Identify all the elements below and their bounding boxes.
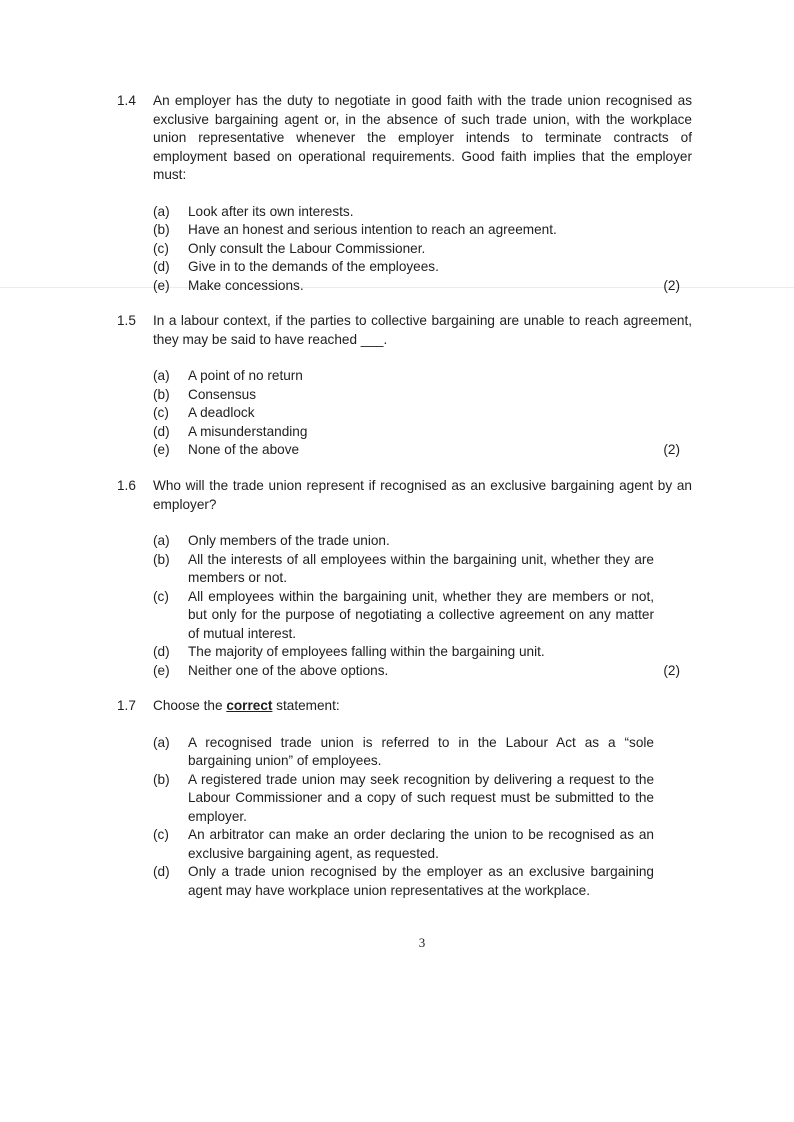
option-text: Consensus — [188, 386, 257, 402]
option-label: (a) — [153, 533, 170, 548]
question-text-emphasis: correct — [226, 698, 273, 713]
option-label: (b) — [153, 386, 170, 402]
option-text: All employees within the bargaining unit, whether they are members or not, but only for the purpose of negotiating a collective agreement on any matter of mutual interest. — [188, 588, 654, 641]
option-text: A misunderstanding — [188, 423, 308, 439]
question-text — [153, 697, 692, 716]
option-label: (d) — [153, 423, 170, 439]
option-b — [153, 551, 692, 588]
option-d — [153, 863, 692, 900]
option-text: Give in to the demands of the employees. — [188, 259, 439, 274]
options-list — [153, 734, 692, 901]
question-1-4 — [117, 92, 692, 295]
options-list — [153, 367, 692, 460]
option-text: Make concessions. — [188, 277, 304, 293]
option-label: (d) — [153, 644, 170, 659]
option-text: A recognised trade union is referred to in the Labour Act as a “sole bargaining union” of employees. — [188, 734, 654, 768]
question-text-before: Choose the — [153, 698, 227, 713]
option-label: (a) — [153, 368, 170, 383]
option-text: Only members of the trade union. — [188, 533, 390, 548]
option-d — [153, 258, 692, 277]
option-text: A point of no return — [188, 368, 303, 383]
options-list — [153, 532, 692, 680]
question-1-6 — [117, 477, 692, 680]
option-b — [153, 221, 692, 240]
option-text: Look after its own interests. — [188, 203, 354, 219]
question-number: 1.5 — [117, 313, 136, 328]
option-a — [153, 734, 692, 771]
option-e — [153, 441, 692, 460]
marks-allocation: (2) — [663, 277, 680, 293]
option-text: None of the above — [188, 442, 300, 457]
option-text: All the interests of all employees within the bargaining unit, whether they are members or not. — [188, 551, 654, 585]
option-b — [153, 386, 692, 405]
option-label: (c) — [153, 405, 169, 420]
option-c — [153, 404, 692, 423]
option-c — [153, 826, 692, 863]
option-d — [153, 643, 692, 662]
option-c — [153, 240, 692, 259]
option-text: Neither one of the above options. — [188, 662, 389, 678]
option-a — [153, 203, 692, 222]
question-number: 1.7 — [117, 698, 136, 713]
option-e — [153, 277, 692, 296]
option-label: (d) — [153, 259, 170, 274]
option-text: The majority of employees falling within the bargaining unit. — [188, 644, 545, 659]
options-list — [153, 203, 692, 296]
page-number: 3 — [418, 935, 426, 950]
question-text-after: statement: — [272, 698, 340, 713]
question-number: 1.6 — [117, 478, 136, 493]
option-label: (c) — [153, 588, 169, 604]
question-1-5 — [117, 312, 692, 460]
option-label: (b) — [153, 222, 170, 237]
option-label: (b) — [153, 551, 170, 567]
question-text: In a labour context, if the parties to collective bargaining are unable to reach agreement, they may be said to have reached ___. — [153, 313, 692, 347]
option-a — [153, 532, 692, 551]
option-b — [153, 771, 692, 827]
option-label: (e) — [153, 442, 170, 457]
question-text: An employer has the duty to negotiate in good faith with the trade union recognised as exclusive bargaining agent or, in the absence of such trade union, with the workplace union representative whenever the employer intends to terminate contracts of employment based on operational requirements. Good faith implies that the employer must: — [153, 93, 692, 182]
option-label: (b) — [153, 771, 170, 787]
marks-allocation: (2) — [663, 442, 680, 457]
option-label: (a) — [153, 203, 170, 219]
option-text: Have an honest and serious intention to reach an agreement. — [188, 222, 557, 237]
option-label: (c) — [153, 827, 169, 842]
option-label: (a) — [153, 734, 170, 750]
question-1-7 — [117, 697, 692, 900]
option-text: A registered trade union may seek recognition by delivering a request to the Labour Commissioner and a copy of such request must be submitted to the employer. — [188, 771, 654, 824]
question-number: 1.4 — [117, 93, 136, 108]
option-a — [153, 367, 692, 386]
option-e — [153, 662, 692, 681]
option-label: (e) — [153, 277, 170, 293]
option-label: (c) — [153, 240, 169, 256]
option-d — [153, 423, 692, 442]
marks-allocation: (2) — [663, 662, 680, 678]
option-label: (d) — [153, 864, 170, 879]
option-label: (e) — [153, 662, 170, 678]
option-text: A deadlock — [188, 405, 255, 420]
option-c — [153, 588, 692, 644]
option-text: An arbitrator can make an order declaring the union to be recognised as an exclusive bargaining agent, as requested. — [188, 827, 654, 861]
option-text: Only a trade union recognised by the employer as an exclusive bargaining agent may have workplace union representatives at the workplace. — [188, 864, 654, 898]
option-text: Only consult the Labour Commissioner. — [188, 240, 426, 256]
question-text: Who will the trade union represent if recognised as an exclusive bargaining agent by an employer? — [153, 478, 692, 512]
